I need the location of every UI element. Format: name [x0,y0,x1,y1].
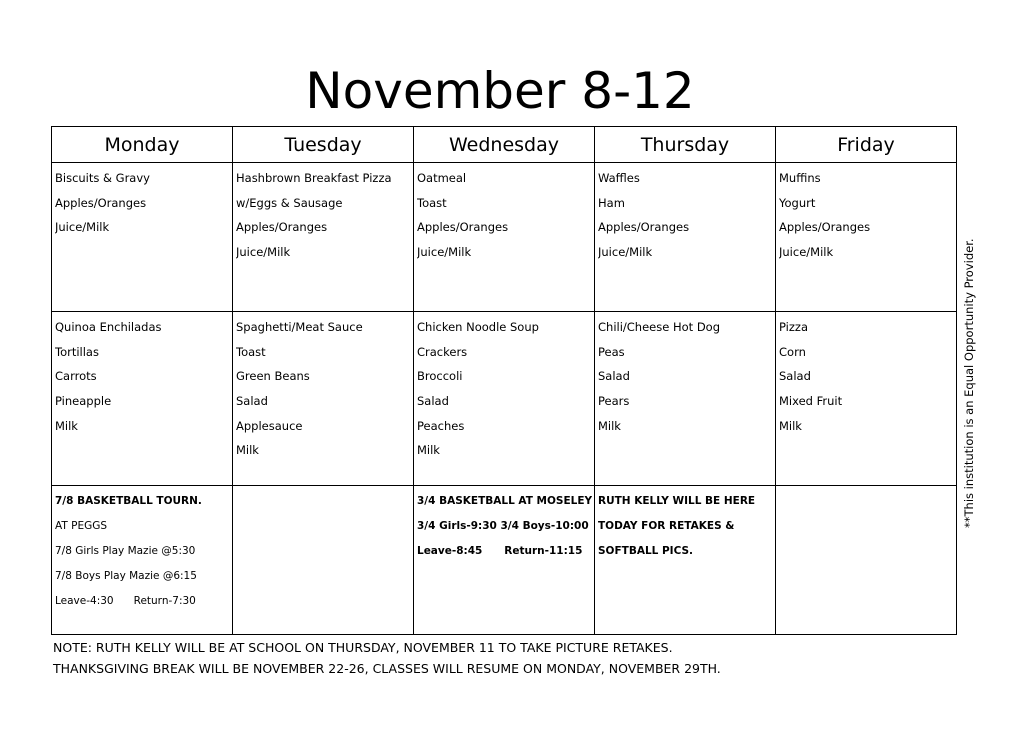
event-line: 3/4 BASKETBALL AT MOSELEY [417,495,592,507]
lunch-cell-friday [776,312,957,486]
menu-item: Crackers [417,344,468,359]
breakfast-cell-friday [776,163,957,312]
menu-item: Chili/Cheese Hot Dog [598,320,721,334]
menu-item: Ham [598,195,625,210]
menu-item: Mixed Fruit [779,394,843,409]
lunch-cell-wednesday [414,312,595,486]
menu-item: Juice/Milk [779,245,834,260]
menu-item: Juice/Milk [598,245,653,260]
page-title: November 8-12 [305,62,695,120]
menu-item: Juice/Milk [236,245,291,260]
events-row [52,486,957,635]
menu-item: Salad [598,369,630,384]
event-line: Leave-8:45 Return-11:15 [417,545,583,557]
menu-item: Milk [598,418,621,433]
menu-item: Waffles [598,171,640,185]
menu-item: Chicken Noodle Soup [417,320,539,334]
menu-item: Peaches [417,418,465,433]
lunch-row [52,312,957,486]
menu-item: Salad [417,394,449,409]
breakfast-cell-wednesday [414,163,595,312]
menu-item: Apples/Oranges [417,220,509,235]
breakfast-row [52,163,957,312]
menu-item: Muffins [779,171,821,185]
menu-item: Spaghetti/Meat Sauce [236,320,363,334]
breakfast-cell-monday [52,163,233,312]
menu-item: Tortillas [55,344,99,359]
menu-item: Milk [779,418,802,433]
menu-item: Pears [598,394,630,409]
menu-item: Hashbrown Breakfast Pizza [236,171,392,185]
menu-item: Oatmeal [417,171,467,185]
events-cell-monday [52,486,233,635]
day-header-monday: Monday [52,127,233,163]
menu-item: Milk [55,418,78,433]
event-line: SOFTBALL PICS. [598,545,694,557]
events-cell-friday [776,486,957,635]
event-line: 7/8 BASKETBALL TOURN. [55,495,202,507]
menu-item: Salad [779,369,811,384]
breakfast-cell-tuesday [233,163,414,312]
events-cell-tuesday [233,486,414,635]
menu-item: Yogurt [779,195,816,210]
events-cell-wednesday [414,486,595,635]
day-header-wednesday: Wednesday [414,127,595,163]
menu-item: Juice/Milk [417,245,472,260]
breakfast-cell-thursday [595,163,776,312]
menu-item: Carrots [55,369,97,384]
menu-item: Juice/Milk [55,220,110,235]
event-line: 7/8 Girls Play Mazie @5:30 [55,545,196,557]
day-header-row [52,127,957,163]
day-header-tuesday: Tuesday [233,127,414,163]
notes [53,637,721,679]
menu-item: Applesauce [236,418,303,433]
event-line: Leave-4:30 Return-7:30 [55,595,196,607]
event-line: AT PEGGS [55,520,108,532]
event-line: 3/4 Girls-9:30 3/4 Boys-10:00 [417,520,589,532]
menu-item: Apples/Oranges [55,195,147,210]
menu-item: Pizza [779,320,808,334]
menu-item: Biscuits & Gravy [55,171,150,185]
menu-item: w/Eggs & Sausage [236,195,343,210]
events-cell-thursday [595,486,776,635]
note-line: THANKSGIVING BREAK WILL BE NOVEMBER 22-26, CLASSES WILL RESUME ON MONDAY, NOVEMBER 29TH. [53,661,721,676]
event-line: RUTH KELLY WILL BE HERE [598,495,756,507]
menu-item: Salad [236,394,268,409]
menu-item: Apples/Oranges [236,220,328,235]
menu-item: Toast [417,195,447,210]
day-header-friday: Friday [776,127,957,163]
menu-table [51,126,957,635]
menu-item: Pineapple [55,394,112,409]
event-line: 7/8 Boys Play Mazie @6:15 [55,570,197,582]
menu-item: Apples/Oranges [598,220,690,235]
menu-item: Peas [598,344,625,359]
equal-opportunity-note: **This institution is an Equal Opportunity Provider. [962,238,976,528]
day-header-thursday: Thursday [595,127,776,163]
menu-item: Broccoli [417,369,463,384]
menu-item: Milk [417,443,440,458]
lunch-cell-thursday [595,312,776,486]
note-line: NOTE: RUTH KELLY WILL BE AT SCHOOL ON THURSDAY, NOVEMBER 11 TO TAKE PICTURE RETAKES. [53,640,673,655]
menu-item: Green Beans [236,369,310,384]
lunch-cell-monday [52,312,233,486]
lunch-cell-tuesday [233,312,414,486]
menu-item: Apples/Oranges [779,220,871,235]
menu-item: Corn [779,344,806,359]
event-line: TODAY FOR RETAKES & [598,520,735,532]
menu-item: Quinoa Enchiladas [55,320,162,334]
menu-item: Milk [236,443,259,458]
menu-item: Toast [236,344,266,359]
